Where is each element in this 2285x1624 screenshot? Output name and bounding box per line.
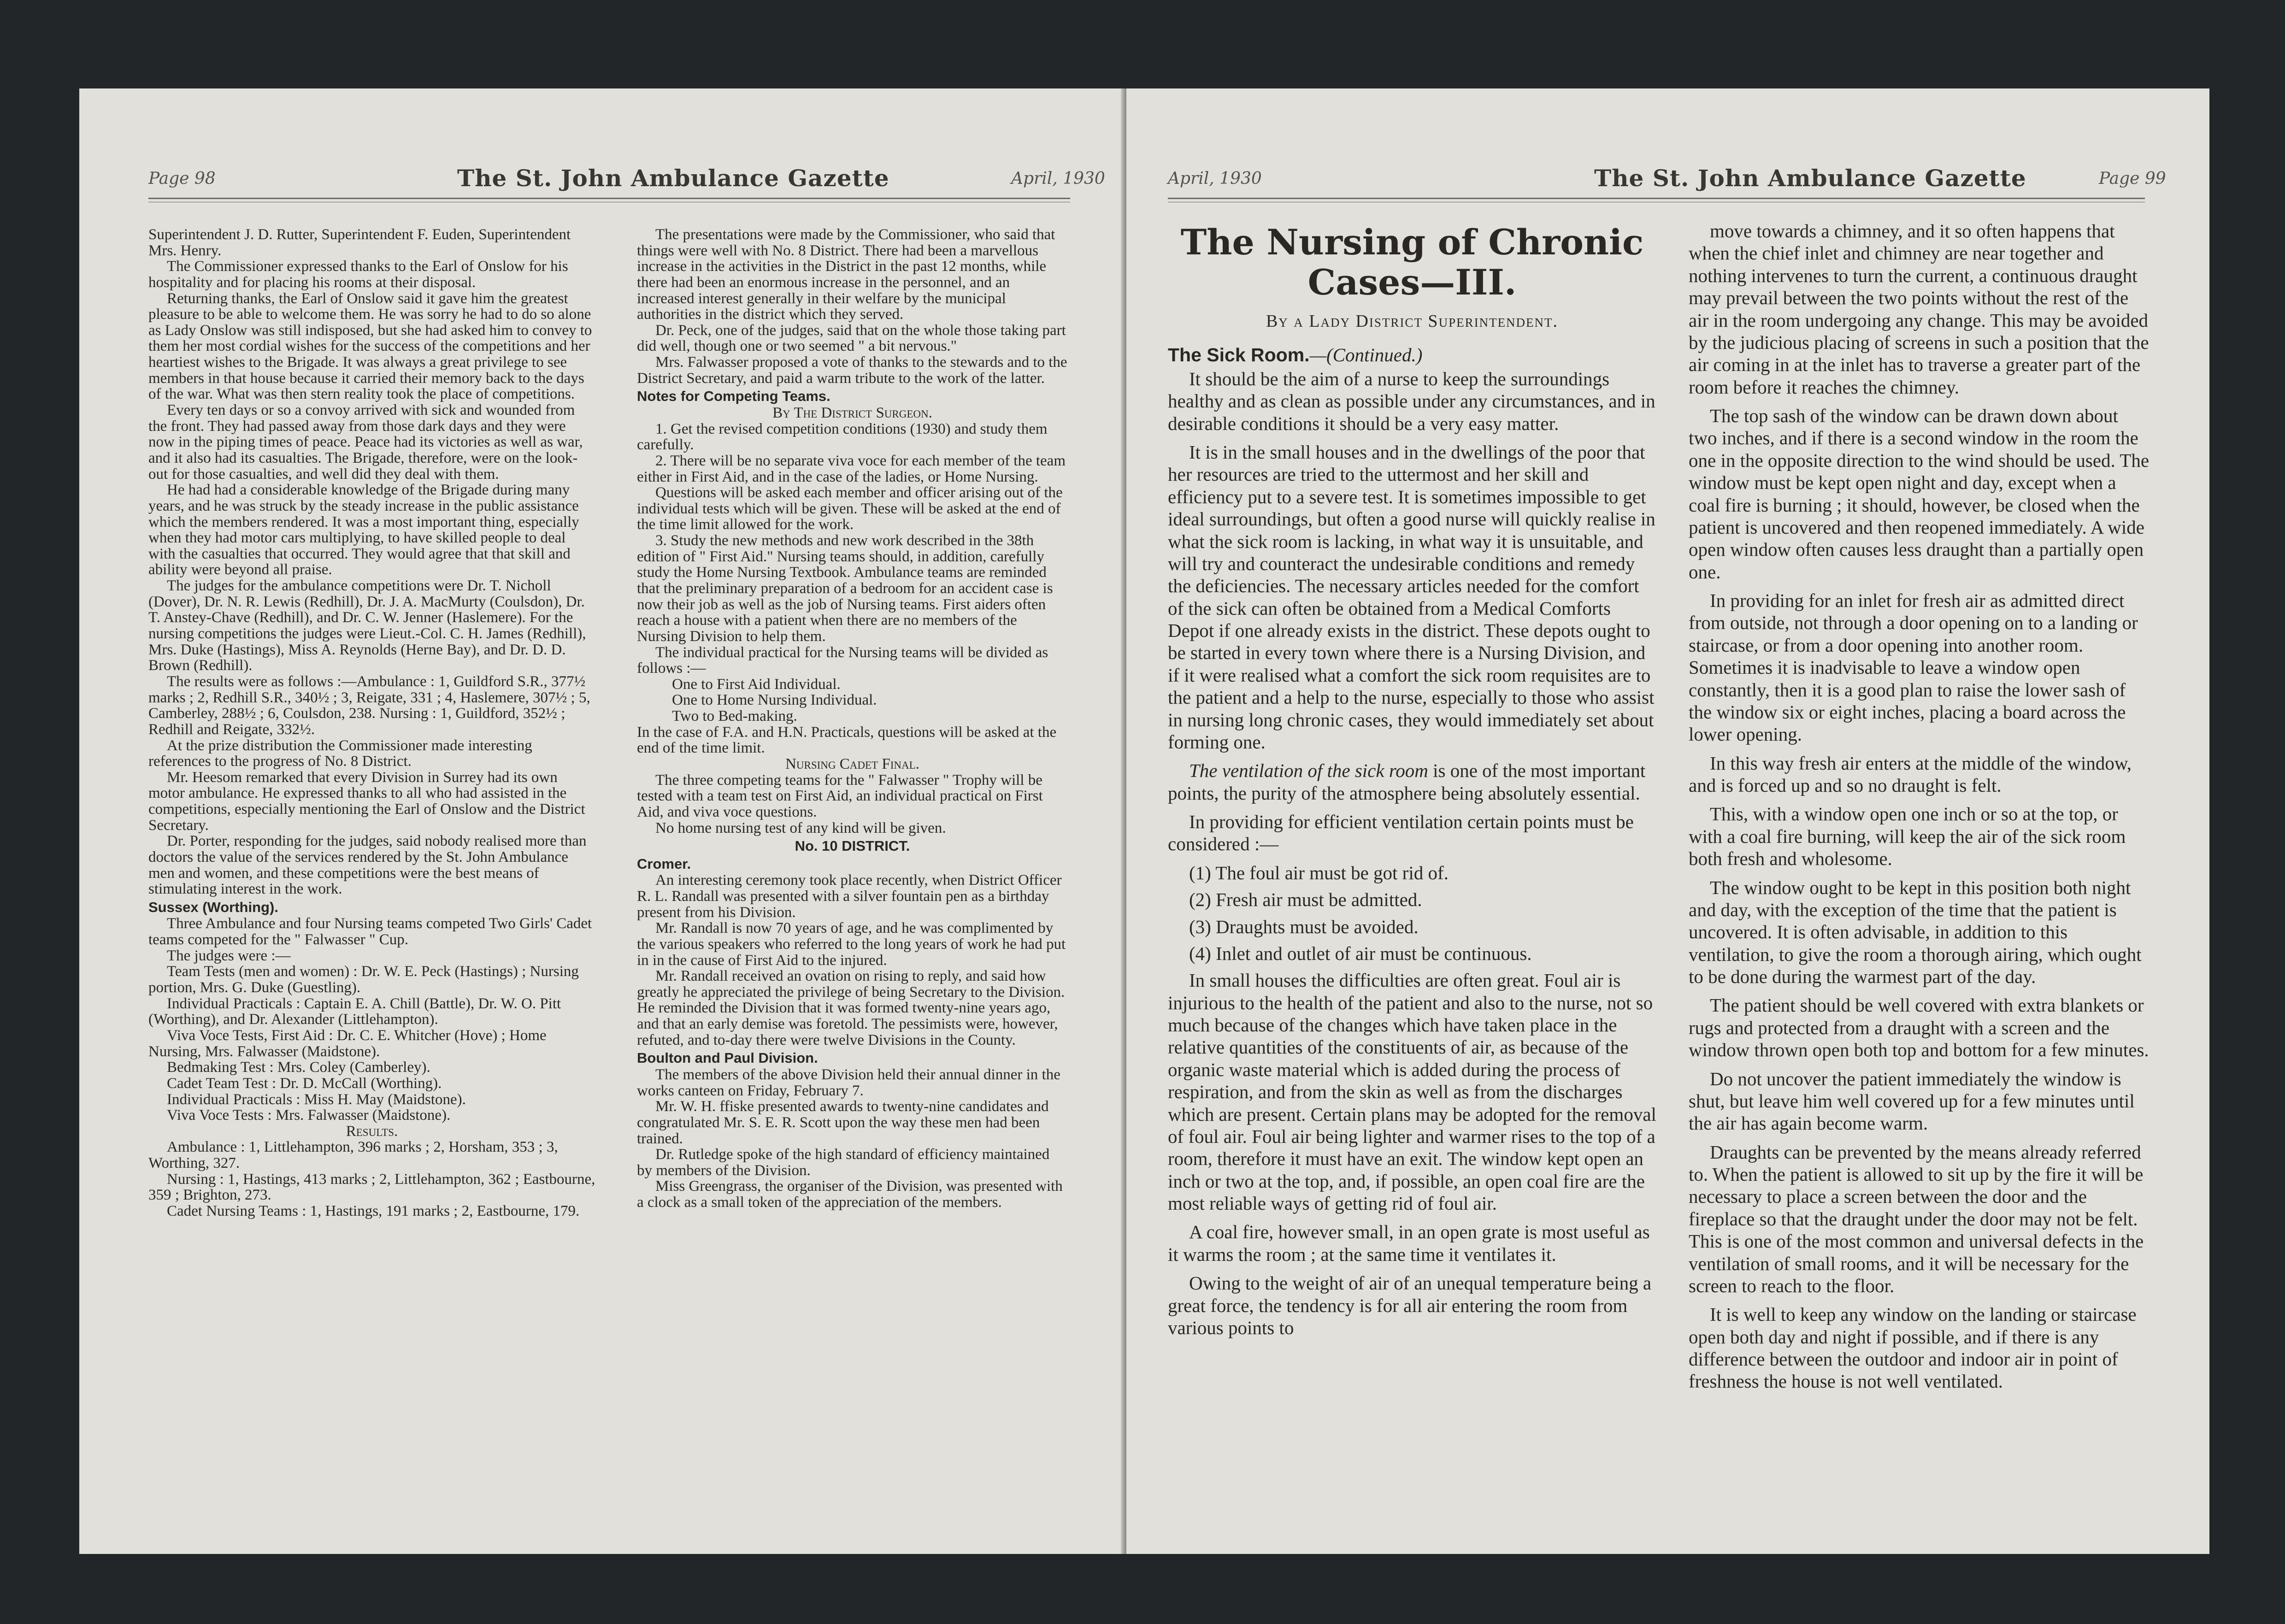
right-page-header xyxy=(1126,165,2209,201)
paragraph: Draughts can be prevented by the means already referred to. When the patient is allowed to sit up by the fire it will be necessary to place a screen between the door and the fireplace so that the draught under the door may not be felt. This is one of the most common and universal defects in the ventilation of small rooms, and it will be necessary for the screen to reach to the floor. xyxy=(1689,1141,2144,1296)
paragraph: Nursing : 1, Hastings, 413 marks ; 2, Littlehampton, 362 ; Eastbourne, 359 ; Brighton, 273. xyxy=(148,1171,595,1204)
paragraph: An interesting ceremony took place recently, when District Officer R. L. Randall was presented with a silver fountain pen as a birthday present from his Division. xyxy=(637,872,1062,921)
left-page-header xyxy=(79,165,1125,201)
paragraph: Questions will be asked each member and officer arising out of the individual tests which will be given. These will be asked at the end of the time limit allowed for the work. xyxy=(637,484,1063,533)
paragraph: Dr. Porter, responding for the judges, said nobody realised more than doctors the value of the services rendered by the St. John Ambulance men and women, and these competitions were the best means of stimulating interest in the work. xyxy=(148,833,587,898)
paragraph: move towards a chimney, and it so often happens that when the chief inlet and chimney are near together and nothing intervenes to turn the current, a continuous draught may prevail between the two points without the rest of the air in the room undergoing any change. This may be avoided by the judicious placing of screens in such a position that the air coming in at the inlet has to traverse a greater part of the room before it reaches the chimney. xyxy=(1689,220,2149,398)
subheading: Cromer. xyxy=(637,855,691,872)
italic-lead: The ventilation of the sick room xyxy=(1189,760,1428,782)
paragraph: Three Ambulance and four Nursing teams competed Two Girls' Cadet teams competed for the " Falwasser " Cup. xyxy=(148,915,592,948)
paragraph: Viva Voce Tests, First Aid : Dr. C. E. Whitcher (Hove) ; Home Nursing, Mrs. Falwasser (Maidstone). xyxy=(148,1027,547,1060)
article-byline: By a Lady District Superintendent. xyxy=(1266,311,1559,331)
right-masthead: The St. John Ambulance Gazette xyxy=(1594,165,2026,192)
paragraph: In providing for an inlet for fresh air as admitted direct from outside, not through a door opening on to a landing or staircase, or from a door opening into another room. Sometimes it is inadvisable to leave a window open constantly, then it is a good plan to raise the lower sash of the window six or eight inches, placing a board across the lower opening. xyxy=(1689,590,2138,745)
paragraph: Cadet Team Test : Dr. D. McCall (Worthing). xyxy=(167,1075,442,1092)
paragraph: It is well to keep any window on the landing or staircase open both day and night if possible, and if there is any difference between the outdoor and indoor air in point of freshness the house is not well ventilated. xyxy=(1689,1304,2137,1392)
paragraph: Miss Greengrass, the organiser of the Division, was presented with a clock as a small token of the appreciation of the members. xyxy=(637,1178,1063,1211)
paragraph: Returning thanks, the Earl of Onslow said it gave him the greatest pleasure to be able to welcome them. He was sorry he had to do so alone as Lady Onslow was still indisposed, but she had asked him to convey to them her most cordial wishes for the success of the competitions and her heartiest wishes to the Brigade. It was always a great privilege to see members in that house because it carried their memory back to the days of the war. What was then stern reality took the place of competitions. xyxy=(148,290,592,403)
list-item: One to First Aid Individual. xyxy=(672,676,841,693)
left-column-2 xyxy=(637,227,1068,1211)
paragraph: Ambulance : 1, Littlehampton, 396 marks ; 2, Horsham, 353 ; 3, Worthing, 327. xyxy=(148,1139,558,1172)
paragraph: Dr. Peck, one of the judges, said that on the whole those taking part did well, though one or two seemed " a bit nervous." xyxy=(637,322,1066,355)
paragraph: Team Tests (men and women) : Dr. W. E. Peck (Hastings) ; Nursing portion, Mrs. G. Duke (Guestling). xyxy=(148,963,579,996)
paragraph: 3. Study the new methods and new work described in the 38th edition of " First Aid." Nursing teams should, in addition, carefully study the Home Nursing Textbook. Ambulance teams are reminded that the preliminary preparation of a bedroom for an accident case is now their job as well as the job of Nursing teams. First aiders often reach a house with a patient when there are no members of the Nursing Division to help them. xyxy=(637,532,1053,645)
paragraph: No home nursing test of any kind will be given. xyxy=(655,819,946,836)
paragraph: The three competing teams for the " Falwasser " Trophy will be tested with a team test on First Aid, an individual practical on First Aid, and viva voce questions. xyxy=(637,771,1043,820)
paragraph: Mr. Randall is now 70 years of age, and he was complimented by the various speakers who referred to the long years of work he had put in in the cause of First Aid to the injured. xyxy=(637,920,1066,969)
right-header-rule xyxy=(1168,198,2145,199)
paragraph: Dr. Rutledge spoke of the high standard of efficiency maintained by members of the Division. xyxy=(637,1146,1050,1179)
paragraph: A coal fire, however small, in an open grate is most useful as it warms the room ; at the same time it ventilates it. xyxy=(1168,1221,1650,1265)
paragraph: Cadet Nursing Teams : 1, Hastings, 191 marks ; 2, Eastbourne, 179. xyxy=(167,1202,580,1219)
paragraph: Every ten days or so a convoy arrived with sick and wounded from the front. They had passed away from those dark days and they were now in the piping times of peace. Peace had its victories as well as war, and it also had its casualties. The Brigade, therefore, were on the look-out for those casualties, and well did they deal with them. xyxy=(148,402,583,482)
paragraph: Mr. W. H. ffiske presented awards to twenty-nine candidates and congratulated Mr. S. E. R. Scott upon the way these men had been trained. xyxy=(637,1098,1049,1147)
paragraph: The top sash of the window can be drawn down about two inches, and if there is a second window in the room the one in the opposite direction to the wind should be used. The window must be kept open night and day, except when a coal fire is burning ; it should, however, be closed when the patient is uncovered and then reopened immediately. A wide open window often causes less draught than a partially open one. xyxy=(1689,405,2150,583)
paragraph xyxy=(1168,759,1656,804)
paragraph: Mr. Heesom remarked that every Division in Surrey had its own motor ambulance. He expressed thanks to all who had assisted in the competitions, especially mentioning the Earl of Onslow and the District Secretary. xyxy=(148,769,585,834)
paragraph: The results were as follows :—Ambulance : 1, Guildford S.R., 377½ marks ; 2, Redhill S.R., 340½ ; 3, Reigate, 331 ; 4, Haslemere, 307½ ; 5, Camberley, 288½ ; 6, Coulsdon, 238. Nursing : 1, Guildford, 352½ ; Redhill and Reigate, 332½. xyxy=(148,673,590,738)
left-masthead: The St. John Ambulance Gazette xyxy=(457,165,889,192)
left-header-rule xyxy=(148,198,1070,199)
section-heading: No. 10 DISTRICT. xyxy=(795,838,910,854)
paragraph: The window ought to be kept in this position both night and day, with the exception of the time that the patient is uncovered. It is often advisable, in addition to this ventilation, to give the room a thorough airing, which ought to be done during the warmest part of the day. xyxy=(1689,877,2142,987)
list-item: (2) Fresh air must be admitted. xyxy=(1189,889,1422,911)
paragraph: The patient should be well covered with extra blankets or rugs and protected from a draught with a screen and the window thrown open both top and bottom for a few minutes. xyxy=(1689,994,2149,1061)
left-page xyxy=(79,88,1125,1554)
paragraph: In this way fresh air enters at the middle of the window, and is forced up and so no draught is felt. xyxy=(1689,752,2132,796)
paragraph: The judges for the ambulance competitions were Dr. T. Nicholl (Dover), Dr. N. R. Lewis (Redhill), Dr. J. A. MacMurty (Coulsdon), Dr. T. Anstey-Chave (Redhill), and Dr. C. W. Jenner (Haslemere). For the nursing competitions the judges were Lieut.-Col. C. H. James (Redhill), Mrs. Duke (Hastings), Miss A. Reynolds (Herne Bay), and Dr. D. D. Brown (Redhill). xyxy=(148,577,586,674)
paragraph: In providing for efficient ventilation certain points must be considered :— xyxy=(1168,811,1634,855)
left-page-number: Page 98 xyxy=(148,169,216,188)
paragraph: The presentations were made by the Commissioner, who said that things were well with No. 8 District. There had been a marvellous increase in the activities in the District in the past 12 months, while there had been an enormous increase in the personnel, and an increased interest generally in their welfare by the municipal authorities in the district which they served. xyxy=(637,226,1055,323)
paragraph: It is in the small houses and in the dwellings of the poor that her resources are tried to the uttermost and her skill and efficiency put to a severe test. It is sometimes impossible to get ideal surroundings, but often a good nurse will quickly realise in what the sick room is lacking, in what way it is unsuitable, and will try and counteract the undesirable conditions and remedy the deficiencies. The necessary articles needed for the comfort of the sick can often be obtained from a Medical Comforts Depot if one already exists in the district. These depots ought to be started in every town where there is a Nursing Division, and if it were realised what a comfort the sick room requisites are to the patient and a help to the nurse, especially to those who assist in nursing long chronic cases, they would immediately set about forming one. xyxy=(1168,441,1655,753)
paragraph: 1. Get the revised competition conditions (1930) and study them carefully. xyxy=(637,420,1048,453)
paragraph: It should be the aim of a nurse to keep the surroundings healthy and as clean as possible under any circumstances, and in desirable conditions it should be a very easy matter. xyxy=(1168,368,1655,434)
paragraph: The judges were :— xyxy=(167,947,291,964)
left-page-date: April, 1930 xyxy=(1011,169,1105,188)
centered-heading: Nursing Cadet Final. xyxy=(785,756,919,773)
right-column-1-body xyxy=(1168,368,1656,1339)
list-item: (4) Inlet and outlet of air must be continuous. xyxy=(1189,942,1532,964)
list-item: (3) Draughts must be avoided. xyxy=(1189,916,1419,937)
centered-heading: Results. xyxy=(346,1123,398,1140)
paragraph: 2. There will be no separate viva voce for each member of the team either in First Aid, and in the case of the ladies, or Home Nursing. xyxy=(637,452,1066,485)
list-item: (1) The foul air must be got rid of. xyxy=(1189,862,1449,883)
left-column-1 xyxy=(148,227,595,1219)
paragraph: Individual Practicals : Captain E. A. Chill (Battle), Dr. W. O. Pitt (Worthing), and Dr. Alexander (Littlehampton). xyxy=(148,995,561,1028)
list-item: Two to Bed-making. xyxy=(672,708,797,725)
paragraph: Owing to the weight of air of an unequal temperature being a great force, the tendency is for all air entering the room from various points to xyxy=(1168,1272,1652,1338)
paragraph: Do not uncover the patient immediately the window is shut, but leave him well covered up for a few minutes until the air has again become warm. xyxy=(1689,1068,2135,1134)
paragraph: Mr. Randall received an ovation on rising to reply, and said how greatly he appreciated the privilege of being Secretary to the Division. He reminded the Division that it was formed twenty-nine years ago, and that an early demise was foretold. The pessimists were, however, refuted, and to-day there were twelve Divisions in the County. xyxy=(637,968,1065,1048)
right-page xyxy=(1126,88,2209,1554)
subheading: Sussex (Worthing). xyxy=(148,899,278,915)
paragraph: Bedmaking Test : Mrs. Coley (Camberley). xyxy=(167,1059,430,1076)
paragraph: He had had a considerable knowledge of the Brigade during many years, and he was struck by the steady increase in the public assistance which the members rendered. It was a most important thing, especially when they had motor cars multiplying, to have skilled people to deal with the casualties that occurred. They would agree that that skill and ability were beyond all praise. xyxy=(148,482,579,578)
paragraph: In the case of F.A. and H.N. Practicals, questions will be asked at the end of the time limit. xyxy=(637,724,1057,757)
paragraph: The Commissioner expressed thanks to the Earl of Onslow for his hospitality and for placing his rooms at their disposal. xyxy=(148,258,568,291)
paragraph: Mrs. Falwasser proposed a vote of thanks to the stewards and to the District Secretary, and paid a warm tribute to the work of the latter. xyxy=(637,354,1067,387)
paragraph: This, with a window open one inch or so at the top, or with a coal fire burning, will keep the air of the sick room both fresh and wholesome. xyxy=(1689,803,2126,870)
right-column-1 xyxy=(1168,222,1656,1345)
centered-heading: By The District Surgeon. xyxy=(772,404,932,421)
paragraph-text: is one of the most important points, the purity of the atmosphere being absolutely essential. xyxy=(1168,760,1646,804)
right-page-number: Page 99 xyxy=(2099,169,2166,188)
right-column-2 xyxy=(1689,220,2150,1399)
list-item: One to Home Nursing Individual. xyxy=(672,692,877,709)
paragraph: In small houses the difficulties are often great. Foul air is injurious to the health of the patient and also to the nurse, not so much because of the changes which have taken place in the relative quantities of the constituents of air, as because of the organic waste material which is added during the process of respiration, and from the skin as well as from the discharges which are present. Certain plans may be adopted for the removal of foul air. Foul air being lighter and warmer rises to the top of a room, therefore it must have an exit. The window kept open an inch or two at the top, and, if possible, an open coal fire are the most reliable ways of getting rid of foul air. xyxy=(1168,970,1656,1214)
article-title: The Nursing of Chronic Cases—III. xyxy=(1180,222,1644,303)
paragraph: The members of the above Division held their annual dinner in the works canteen on Friday, February 7. xyxy=(637,1066,1060,1099)
paragraph: Viva Voce Tests : Mrs. Falwasser (Maidstone). xyxy=(167,1107,451,1124)
section-heading: The Sick Room.—(Continued.) xyxy=(1168,344,1423,365)
subheading: Notes for Competing Teams. xyxy=(637,388,830,405)
paragraph: At the prize distribution the Commissioner made interesting references to the progress of No. 8 District. xyxy=(148,737,532,770)
paragraph: Individual Practicals : Miss H. May (Maidstone). xyxy=(167,1091,466,1108)
right-page-date: April, 1930 xyxy=(1168,169,1262,188)
paragraph: The individual practical for the Nursing teams will be divided as follows :— xyxy=(637,644,1048,677)
paragraph: Superintendent J. D. Rutter, Superintendent F. Euden, Superintendent Mrs. Henry. xyxy=(148,226,571,259)
subheading: Boulton and Paul Division. xyxy=(637,1050,818,1066)
